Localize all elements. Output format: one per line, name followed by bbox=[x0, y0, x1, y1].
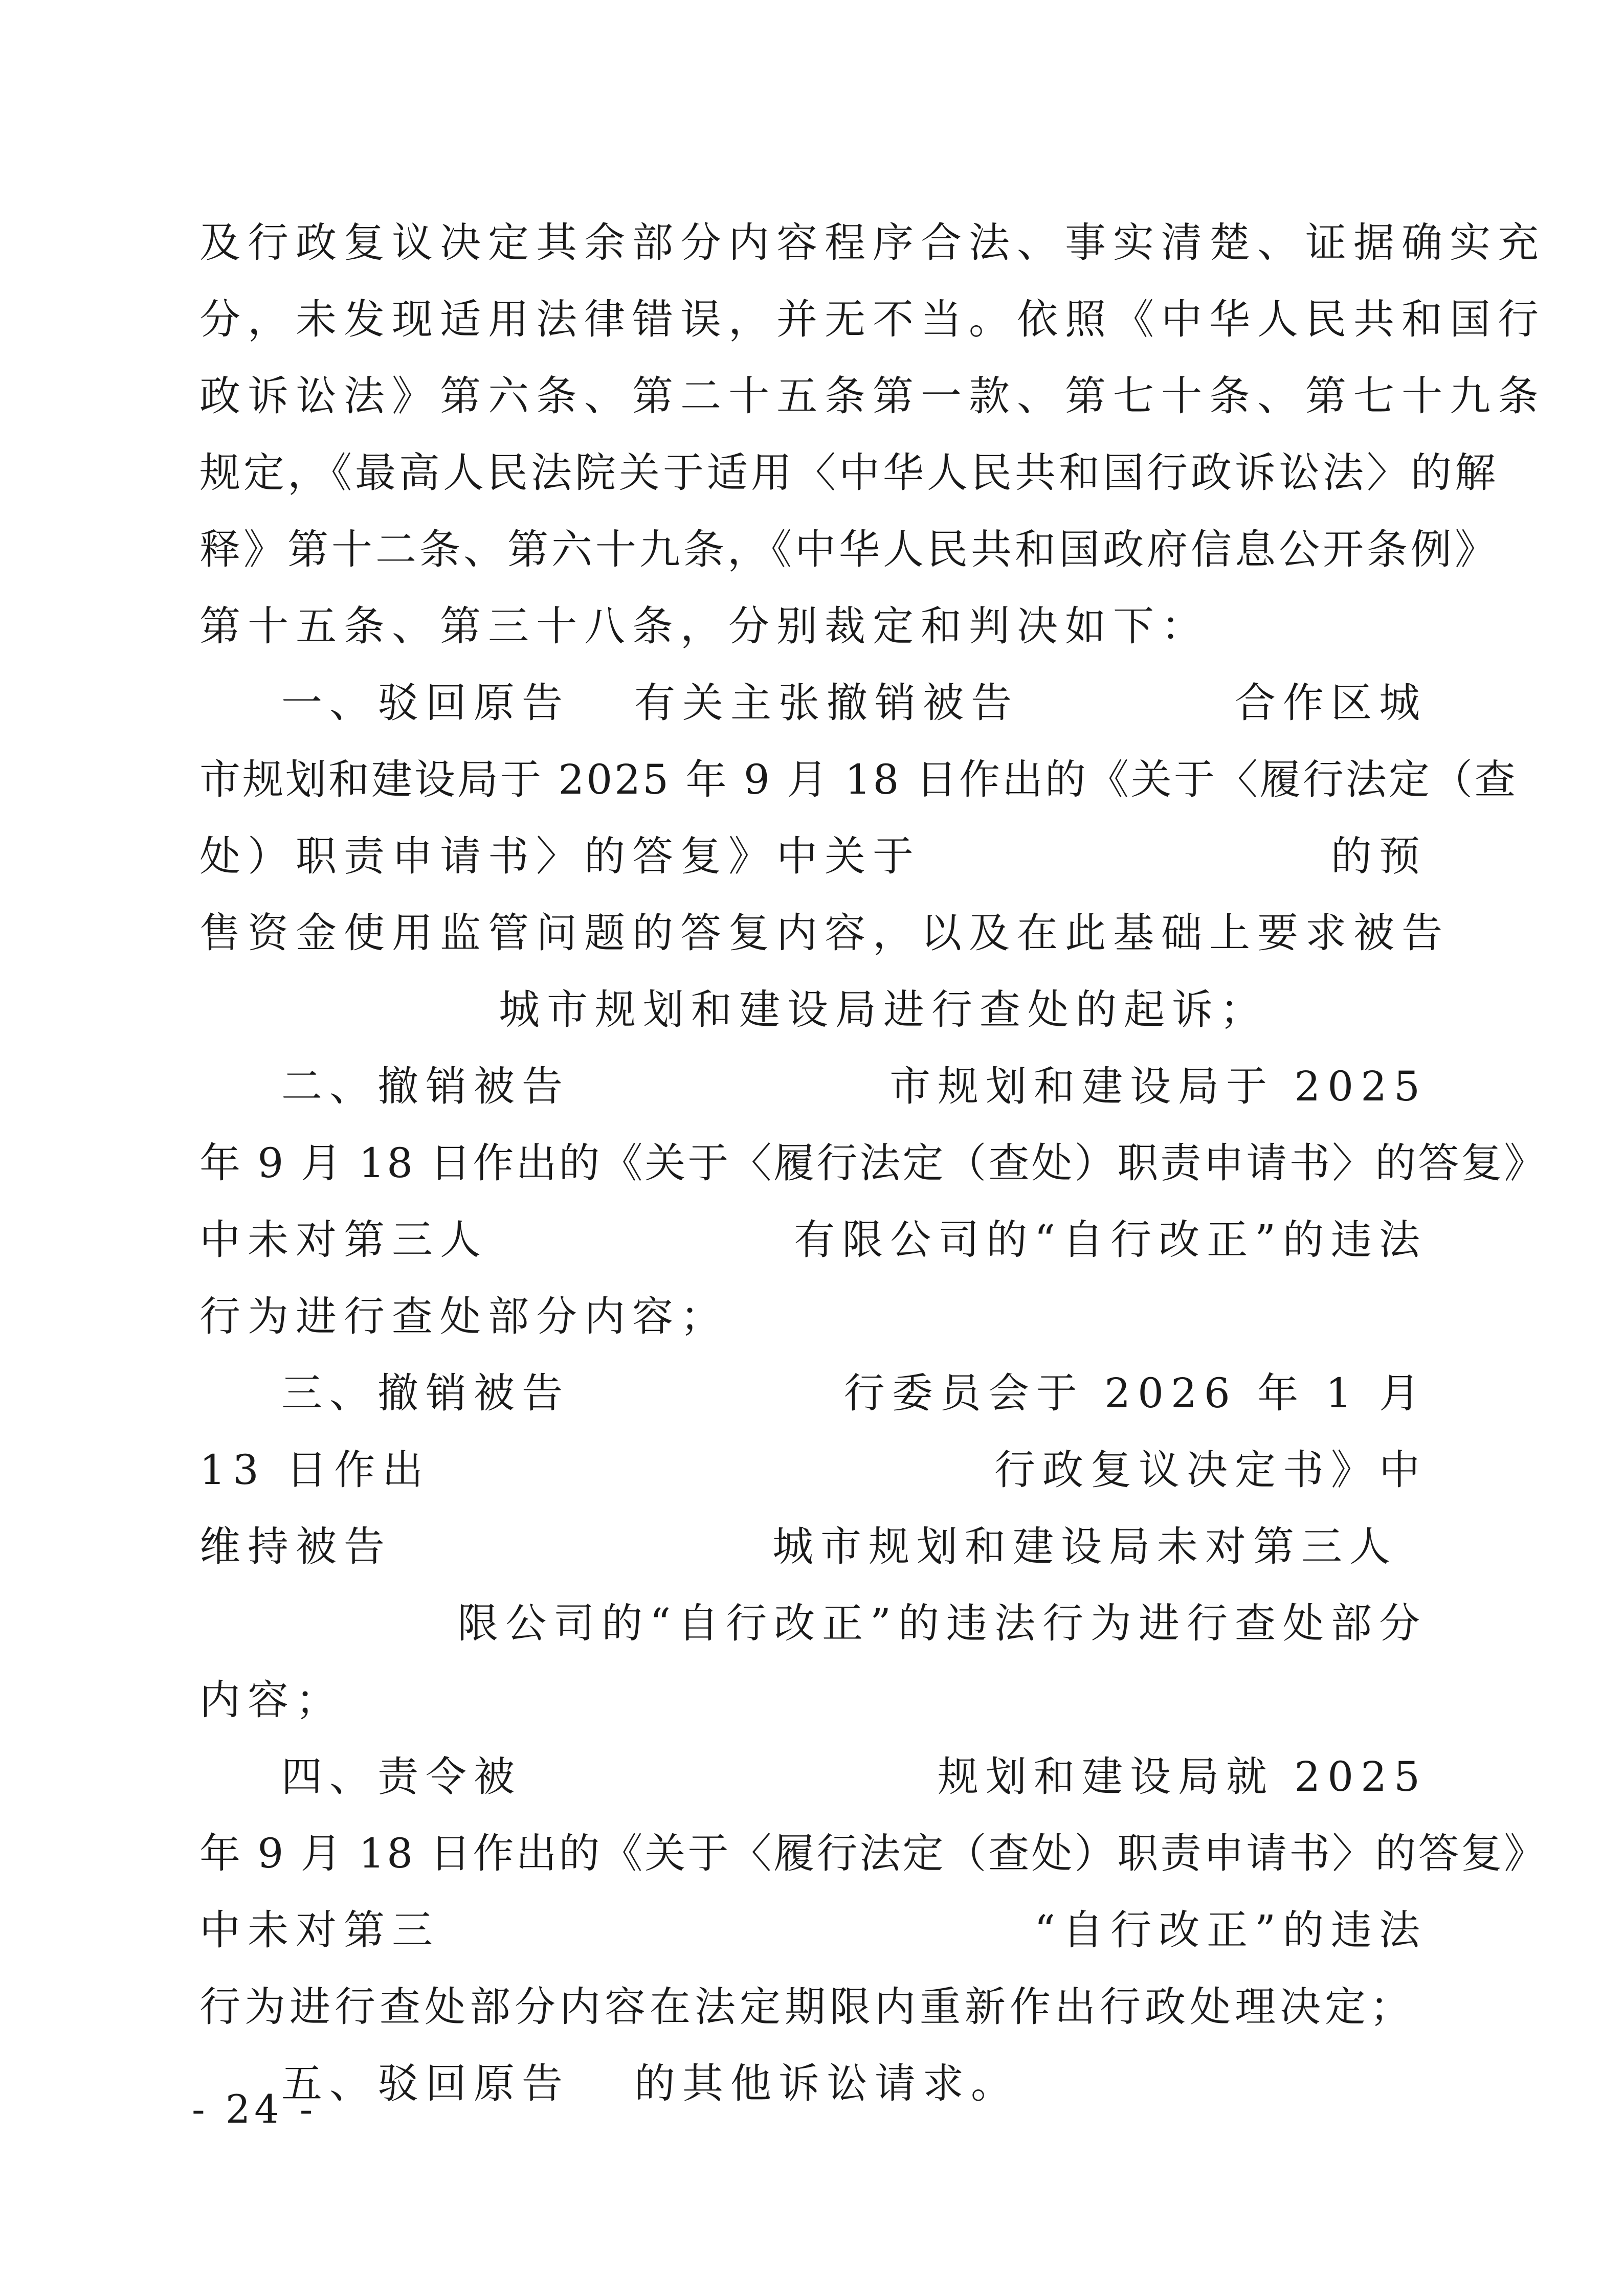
item1-line5-text: 城市规划和建设局进行查处的起诉； bbox=[499, 986, 1268, 1033]
text-line-6: 第十五条、第三十八条，分别裁定和判决如下： bbox=[199, 602, 1209, 650]
item3-line4 bbox=[199, 1593, 1427, 1654]
item2-line4: 行为进行查处部分内容； bbox=[199, 1293, 728, 1340]
item2-line3 bbox=[199, 1209, 1427, 1271]
item1-line3-b: 的预 bbox=[1331, 832, 1427, 880]
item3-heading: 三、撤销被告 bbox=[281, 1369, 570, 1417]
item4-line3-a: 中未对第三 bbox=[199, 1906, 440, 1954]
item1-line3-a: 处）职责申请书〉的答复》中关于 bbox=[199, 832, 921, 880]
item2-line1 bbox=[199, 1056, 1427, 1117]
item3-line2 bbox=[199, 1439, 1427, 1501]
item5-text-b: 的其他诉讼请求。 bbox=[634, 2060, 1019, 2107]
item5-line1 bbox=[199, 2053, 1427, 2114]
item2-line3-a: 中未对第三人 bbox=[199, 1216, 488, 1264]
item3-line2-a: 13 日作出 bbox=[199, 1446, 431, 1494]
text-line-3: 政诉讼法》第六条、第二十五条第一款、第七十条、第七十九条 bbox=[199, 372, 1546, 420]
item3-line3 bbox=[199, 1516, 1427, 1578]
item3-text-b: 行委员会于 2026 年 1 月 bbox=[843, 1369, 1427, 1417]
item1-text-c: 合作区城 bbox=[1235, 679, 1427, 727]
page-number: - 24 - bbox=[192, 2086, 317, 2132]
item4-line2: 年 9 月 18 日作出的《关于〈履行法定（查处）职责申请书〉的答复》 bbox=[199, 1830, 1547, 1877]
item3-line2-b: 行政复议决定书》中 bbox=[994, 1446, 1427, 1494]
item4-heading: 四、责令被 bbox=[281, 1753, 522, 1800]
item4-line4: 行为进行查处部分内容在法定期限内重新作出行政处理决定； bbox=[199, 1983, 1415, 2031]
item3-line4-text: 限公司的“自行改正”的违法行为进行查处部分 bbox=[457, 1600, 1427, 1647]
item3-line5: 内容； bbox=[199, 1676, 344, 1724]
text-line-5: 释》第十二条、第六十九条，《中华人民共和国政府信息公开条例》 bbox=[199, 526, 1499, 573]
item1-line1 bbox=[199, 672, 1427, 734]
item2-heading: 二、撤销被告 bbox=[281, 1063, 570, 1110]
item2-line3-b: 有限公司的“自行改正”的违法 bbox=[794, 1216, 1427, 1264]
text-line-4: 规定，《最高人民法院关于适用〈中华人民共和国行政诉讼法〉的解 bbox=[199, 449, 1499, 497]
item3-line3-a: 维持被告 bbox=[199, 1523, 392, 1570]
item4-text-b: 规划和建设局就 2025 bbox=[937, 1753, 1427, 1800]
item1-line2: 市规划和建设局于 2025 年 9 月 18 日作出的《关于〈履行法定（查 bbox=[199, 756, 1518, 803]
item1-line5 bbox=[199, 979, 1427, 1041]
item2-text-b: 市规划和建设局于 2025 bbox=[889, 1063, 1427, 1110]
item1-text-b: 有关主张撤销被告 bbox=[634, 679, 1019, 727]
item1-line3 bbox=[199, 826, 1427, 887]
item4-line3-b: “自行改正”的违法 bbox=[1034, 1906, 1427, 1954]
item1-heading: 一、驳回原告 bbox=[281, 679, 570, 727]
item3-line3-b: 城市规划和建设局未对第三人 bbox=[772, 1523, 1397, 1570]
item3-line1 bbox=[199, 1363, 1427, 1424]
item5-heading: 五、驳回原告 bbox=[281, 2060, 570, 2107]
item1-line4: 售资金使用监管问题的答复内容，以及在此基础上要求被告 bbox=[199, 909, 1450, 957]
item2-line2: 年 9 月 18 日作出的《关于〈履行法定（查处）职责申请书〉的答复》 bbox=[199, 1139, 1547, 1187]
text-line-1: 及行政复议决定其余部分内容程序合法、事实清楚、证据确实充 bbox=[199, 219, 1546, 266]
text-line-2: 分，未发现适用法律错误，并无不当。依照《中华人民共和国行 bbox=[199, 296, 1546, 343]
item4-line3 bbox=[199, 1900, 1427, 1961]
item4-line1 bbox=[199, 1746, 1427, 1808]
